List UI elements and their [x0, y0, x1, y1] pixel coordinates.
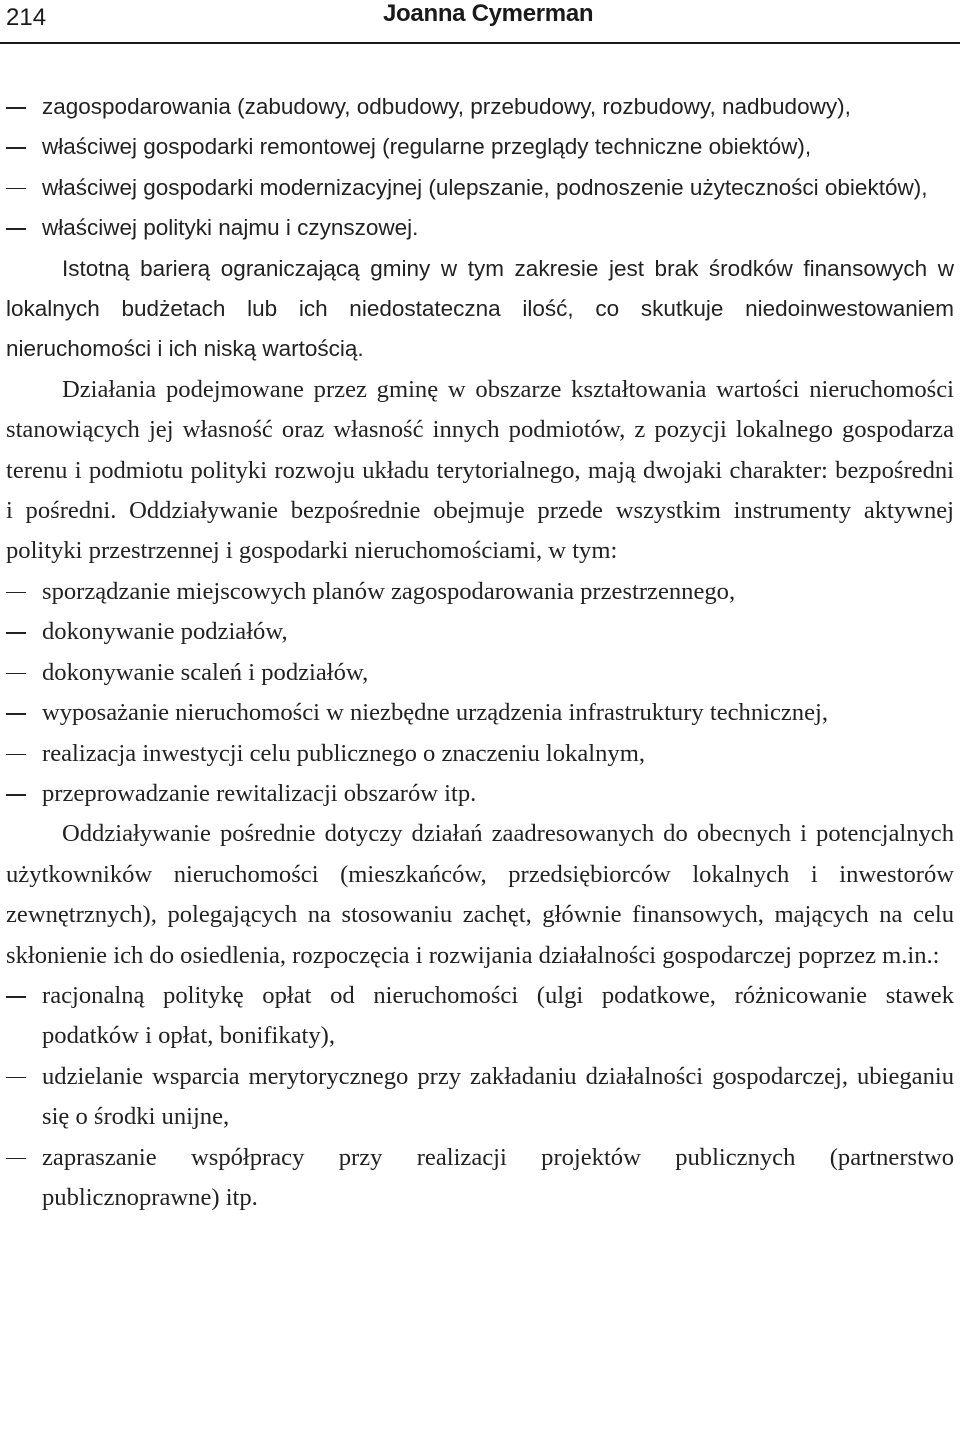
- list-item-text: wyposażanie nieruchomości w niezbędne urządzenia infrastruktury technicznej,: [42, 699, 828, 727]
- list-item: [6, 612, 954, 652]
- dash-bullet-icon: [6, 1077, 26, 1079]
- dash-bullet-icon: [6, 996, 26, 998]
- list-item: [6, 127, 954, 167]
- list-item-text: właściwej polityki najmu i czynszowej.: [42, 215, 419, 241]
- bullet-list-indirect-instruments: [6, 976, 954, 1218]
- list-item: [6, 653, 954, 693]
- list-item-text: przeprowadzanie rewitalizacji obszarów itp.: [42, 779, 477, 807]
- page-header: [0, 0, 960, 44]
- dash-bullet-icon: [6, 592, 26, 594]
- dash-bullet-icon: [6, 632, 26, 634]
- list-item-text: udzielanie wsparcia merytorycznego przy zakładaniu działalności gospodarczej, ubieganiu się o środki unijne,: [42, 1062, 954, 1131]
- list-item-text: dokonywanie podziałów,: [42, 618, 288, 646]
- list-item-text: racjonalną politykę opłat od nieruchomości (ulgi podatkowe, różnicowanie stawek podatków i opłat, bonifikaty),: [42, 981, 954, 1050]
- dash-bullet-icon: [6, 1158, 26, 1160]
- dash-bullet-icon: [6, 754, 26, 756]
- paragraph-indirect-actions: Oddziaływanie pośrednie dotyczy działań zaadresowanych do obecnych i potencjalnych użytkowników nieruchomości (mieszkańców, przedsiębiorców lokalnych i inwestorów zewnętrznych), polegających na stosowaniu zachęt, głównie finansowych, mających na celu skłonienie ich do osiedlenia, rozpoczęcia i rozwijania działalności gospodarczej poprzez m.in.:: [6, 820, 954, 969]
- dash-bullet-icon: [6, 673, 26, 675]
- list-item: [6, 87, 954, 127]
- list-item: [6, 208, 954, 248]
- dash-bullet-icon: [6, 147, 26, 149]
- list-item: [6, 734, 954, 774]
- paragraph-direct-actions: Działania podejmowane przez gminę w obszarze kształtowania wartości nieruchomości stanowiących jej własność oraz własność innych podmiotów, z pozycji lokalnego gospodarza terenu i podmiotu polityki rozwoju układu terytorialnego, mają dwojaki charakter: bezpośredni i pośredni. Oddziaływanie bezpośrednie obejmuje przede wszystkim instrumenty aktywnej polityki przestrzennej i gospodarki nieruchomościami, w tym:: [6, 375, 954, 565]
- dash-bullet-icon: [6, 188, 26, 190]
- list-item: [6, 168, 954, 208]
- list-item-text: właściwej gospodarki modernizacyjnej (ulepszanie, podnoszenie użyteczności obiektów),: [42, 174, 928, 200]
- running-head-author: Joanna Cymerman: [383, 0, 594, 27]
- list-item-text: zagospodarowania (zabudowy, odbudowy, przebudowy, rozbudowy, nadbudowy),: [42, 94, 851, 119]
- dash-bullet-icon: [6, 107, 26, 109]
- list-item-text: dokonywanie scaleń i podziałów,: [42, 658, 369, 686]
- dash-bullet-icon: [6, 713, 26, 715]
- list-item-text: realizacja inwestycji celu publicznego o znaczeniu lokalnym,: [42, 739, 645, 767]
- bullet-list-maintenance: [6, 87, 954, 249]
- list-item: [6, 572, 954, 612]
- paragraph-barrier: Istotną barierą ograniczającą gminy w tym zakresie jest brak środków finansowych w lokalnych budżetach lub ich niedostateczna ilość, co skutkuje niedoinwestowaniem nieruchomości i ich niską wartością.: [6, 255, 954, 362]
- list-item-text: właściwej gospodarki remontowej (regularne przeglądy techniczne obiektów),: [42, 134, 812, 160]
- list-item-text: sporządzanie miejscowych planów zagospodarowania przestrzennego,: [42, 577, 736, 605]
- list-item: [6, 693, 954, 733]
- list-item: [6, 976, 954, 1057]
- page-number: 214: [6, 4, 47, 31]
- dash-bullet-icon: [6, 794, 26, 796]
- dash-bullet-icon: [6, 228, 26, 230]
- page-body: [6, 87, 954, 1218]
- list-item-text: zapraszanie współpracy przy realizacji projektów publicznych (partnerstwo publicznoprawne) itp.: [42, 1143, 954, 1211]
- list-item: [6, 1138, 954, 1219]
- list-item: [6, 774, 954, 814]
- bullet-list-direct-instruments: [6, 572, 954, 814]
- list-item: [6, 1057, 954, 1138]
